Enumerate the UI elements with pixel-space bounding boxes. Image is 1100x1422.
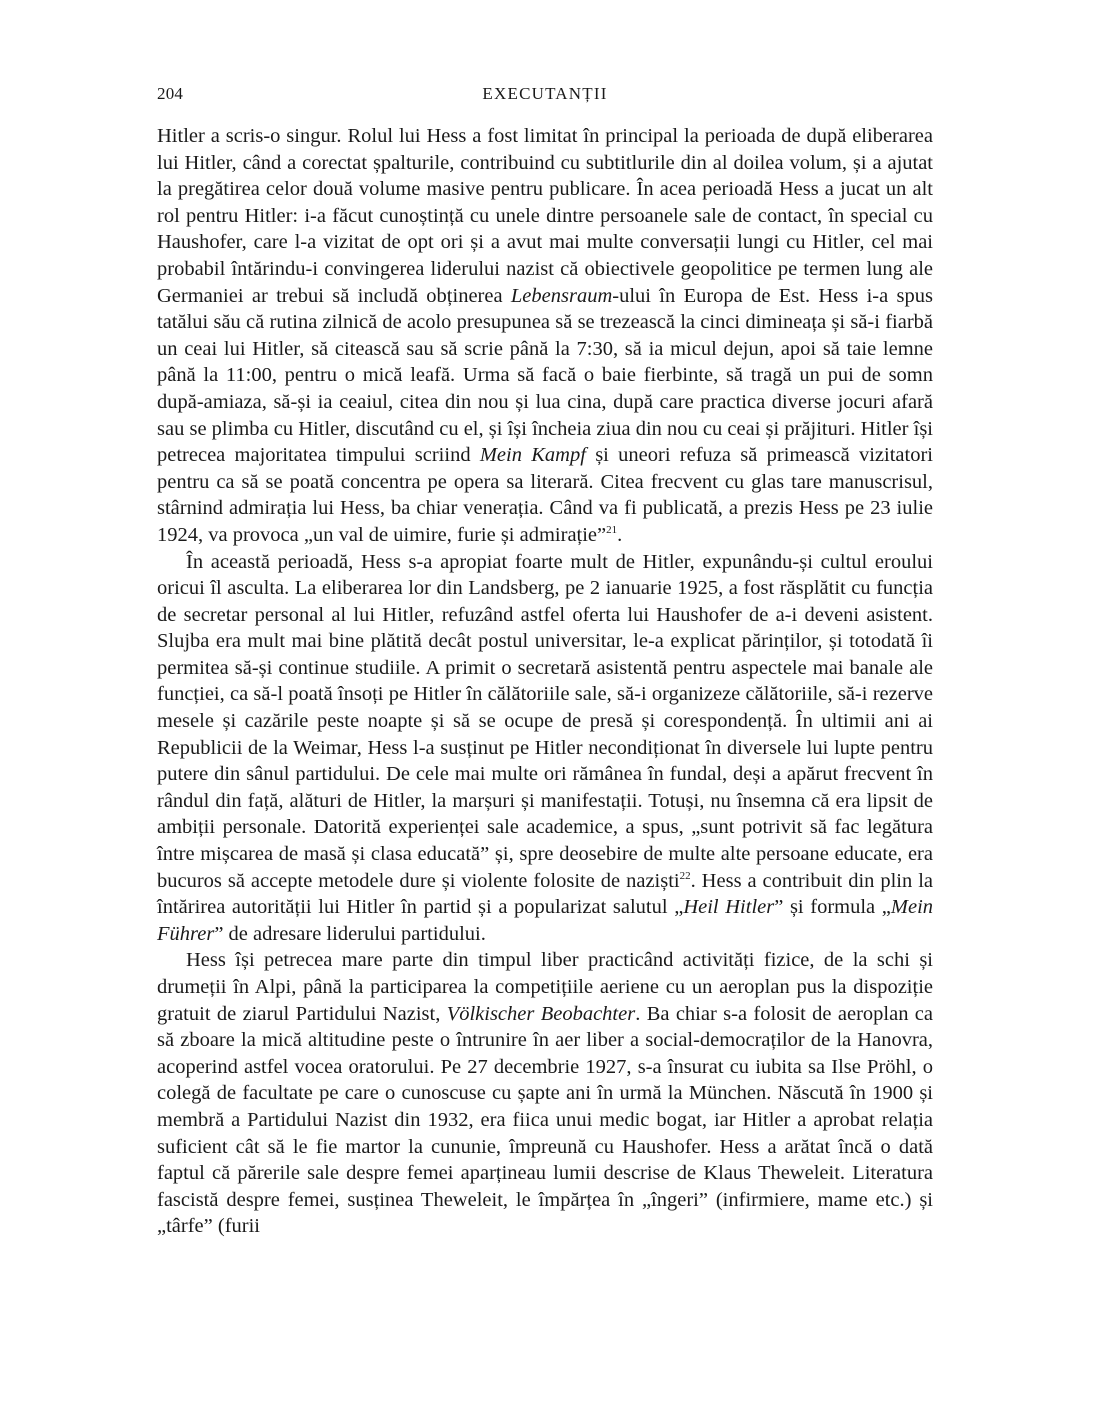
text-run: . [617, 523, 623, 546]
footnote-reference: 21 [606, 524, 618, 537]
paragraph-1 [157, 123, 933, 549]
italic-title: Mein Führer [157, 896, 934, 945]
text-run: . Hess a contribuit din plin la întărirea autorității lui Hitler în partid și a popularizat salutul „ [157, 869, 933, 919]
paragraph-2 [157, 549, 933, 948]
text-run: Hitler a scris-o singur. Rolul lui Hess a fost limitat în principal la perioada de după eliberarea lui Hitler, când a corectat șpalturile, contribuind cu subtitlurile din al doilea volum, și a ajutat la pregătirea celor două volume masive pentru publicare. În acea perioadă Hess a jucat un alt rol pentru Hitler: i-a făcut cunoștință cu unele dintre persoanele sale de contact, în special cu Haushofer, care l-a vizitat de opt ori și a avut mai multe conversații lungi cu Hitler, cel mai probabil întărindu-i convingerea liderului nazist că obiectivele geopolitice pe termen lung ale Germaniei ar trebui să includă obținerea [157, 125, 933, 307]
italic-title: Lebensraum [510, 284, 613, 307]
book-page [157, 84, 933, 1240]
italic-title: Heil Hitler [683, 896, 775, 919]
text-run: și uneori refuza să primească vizitatori pentru ca să se poată concentra pe opera sa literară. Citea frecvent cu glas tare manuscrisul, stârnind admirația lui Hess, ba chiar venerația. Când va fi publicată, a prezis Hess pe 23 iulie 1924, va provoca „un val de uimire, furie și admirație” [157, 444, 933, 546]
text-run: ” și formula „ [774, 896, 891, 919]
text-run: -ului în Europa de Est. Hess i-a spus tatălui său că rutina zilnică de acolo presupunea să se trezească la cinci dimineața și să-i fiarbă un ceai lui Hitler, să citească sau să scrie până la 7:30, să ia micul dejun, apoi să taie lemne până la 11:00, pentru o mică leafă. Urma să facă o baie fierbinte, să tragă un pui de somn după-amiaza, să-și ia ceaiul, citea din nou și lua cina, după care practica diverse jocuri afară sau se plimba cu Hitler, discutând cu el, și își încheia ziua din nou cu ceai și prăjituri. Hitler își petrecea majoritatea timpului scriind [157, 284, 934, 467]
body-text [157, 123, 933, 1240]
page-number: 204 [157, 84, 184, 103]
page-header [157, 84, 933, 110]
running-title: EXECUTANȚII [482, 84, 608, 103]
text-run: . Ba chiar s-a folosit de aeroplan ca să zboare la mică altitudine peste o întrunire în aer liber a social-democraților de la Hanovra, acoperind astfel vocea oratorului. Pe 27 decembrie 1927, s-a însurat cu iubita sa Ilse Pröhl, o colegă de facultate pe care o cunoscuse cu șapte ani în urmă la München. Născută în 1900 și membră a Partidului Nazist din 1932, era fiica unui medic bogat, iar Hitler a aprobat relația suficient cât să le fie martor la cununie, împreună cu Haushofer. Hess a arătat încă o dată faptul că părerile sale despre femei aparțineau lumii descrise de Klaus Theweleit. Literatura fascistă despre femei, susținea Theweleit, le împărțea în „îngeri” (infirmiere, mame etc.) și „târfe” (furii [157, 1002, 934, 1238]
text-run: Hess își petrecea mare parte din timpul liber practicând activități fizice, de la schi și drumeții în Alpi, până la participarea la competițiile aeriene cu un aeroplan pus la dispoziție gratuit de ziarul Partidului Nazist, [157, 949, 933, 1025]
footnote-reference: 22 [679, 869, 691, 882]
text-run: În această perioadă, Hess s-a apropiat foarte mult de Hitler, expunându-și cultul eroului oricui îl asculta. La eliberarea lor din Landsberg, pe 2 ianuarie 1925, a fost răsplătit cu funcția de secretar personal al lui Hitler, refuzând astfel oferta lui Haushofer de a-i deveni asistent. Slujba era mult mai bine plătită decât postul universitar, le-a explicat părinților, și totodată îi permitea să-și continue studiile. A primit o secretară asistentă pentru aspectele mai banale ale funcției, ca să-l poată însoți pe Hitler în călătoriile sale, să-i organizeze călătoriile, să-i rezerve mesele și cazările peste noapte și să se ocupe de presă și corespondență. În ultimii ani ai Republicii de la Weimar, Hess l-a susținut pe Hitler necondiționat în diversele lui lupte pentru putere din sânul partidului. De cele mai multe ori rămânea în fundal, deși a apărut frecvent în rândul din față, alături de Hitler, la marșuri și manifestații. Totuși, nu însemna că era lipsit de ambiții personale. Datorită experienței sale academice, a spus, „sunt potrivit să fac legătura între mișcarea de masă și clasa educată” și, spre deosebire de multe alte persoane educate, era bucuros să accepte metodele dure și violente folosite de naziști [157, 550, 933, 892]
paragraph-3 [157, 947, 933, 1240]
text-run: ” de adresare liderului partidului. [214, 922, 486, 945]
italic-title: Völkischer Beobachter [446, 1002, 636, 1025]
italic-title: Mein Kampf [479, 444, 586, 467]
